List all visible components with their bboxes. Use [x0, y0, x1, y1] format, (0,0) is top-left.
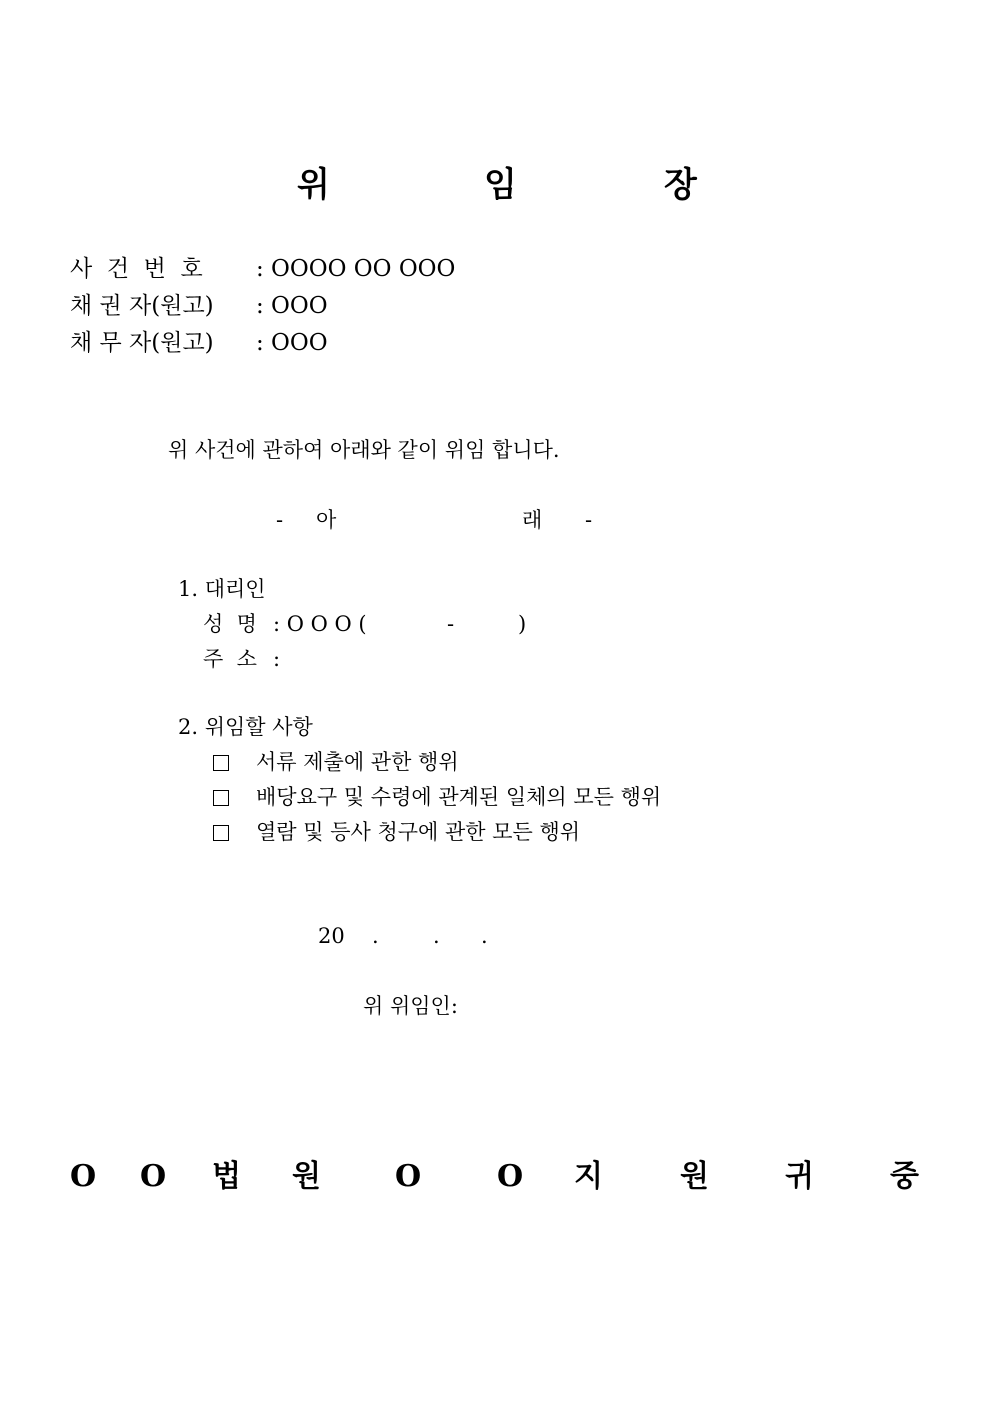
document-title-char-1: 위 [297, 165, 330, 205]
footer-char-2: O [140, 1159, 167, 1194]
section-header-dash-right: - [585, 508, 593, 532]
delegator-label: 위 위임인: [363, 994, 458, 1018]
document-title-char-2: 임 [484, 165, 517, 205]
footer-char-9: 귀 [785, 1159, 814, 1194]
debtor-row [70, 332, 328, 355]
section-header-left: 아 [316, 508, 337, 532]
footer-char-8: 원 [680, 1159, 709, 1194]
delegation-checkbox-1[interactable] [213, 755, 229, 771]
agent-address-value: : [273, 647, 281, 671]
delegation-item-3: 열람 및 등사 청구에 관한 모든 행위 [256, 820, 581, 844]
agent-heading: 1. 대리인 [178, 577, 266, 601]
section-header-dash-left: - [276, 508, 284, 532]
case-number-row [70, 258, 455, 281]
agent-name-label: 성 명 [203, 612, 257, 636]
footer-char-3: 법 [212, 1159, 241, 1194]
footer-char-1: O [70, 1159, 97, 1194]
delegation-checkbox-2[interactable] [213, 790, 229, 806]
footer-char-7: 지 [574, 1159, 603, 1194]
intro-sentence: 위 사건에 관하여 아래와 같이 위임 합니다. [168, 438, 560, 462]
creditor-value: : OOO [256, 293, 328, 319]
case-number-label: 사 건 번 호 [70, 256, 203, 282]
debtor-label: 채 무 자(원고) [70, 330, 214, 356]
footer-char-10: 중 [890, 1159, 919, 1194]
creditor-row [70, 295, 328, 318]
date-year: 20 [318, 924, 345, 948]
creditor-label: 채 권 자(원고) [70, 293, 214, 319]
delegation-checkbox-3[interactable] [213, 825, 229, 841]
agent-name-value: : O O O ( [273, 612, 367, 636]
date-sep-3: . [481, 924, 488, 948]
agent-id-close: ) [518, 612, 527, 636]
delegation-item-1: 서류 제출에 관한 행위 [256, 750, 459, 774]
debtor-value: : OOO [256, 330, 328, 356]
delegation-item-2: 배당요구 및 수령에 관계된 일체의 모든 행위 [256, 785, 662, 809]
footer-char-5: O [395, 1159, 422, 1194]
delegation-heading: 2. 위임할 사항 [178, 715, 313, 739]
document-title-char-3: 장 [664, 165, 697, 205]
case-number-value: : OOOO OO OOO [256, 256, 456, 282]
date-sep-1: . [372, 924, 379, 948]
footer-char-6: O [497, 1159, 524, 1194]
agent-id-dash: - [447, 612, 455, 636]
footer-char-4: 원 [292, 1159, 321, 1194]
agent-address-label: 주 소 [203, 647, 257, 671]
date-sep-2: . [433, 924, 440, 948]
section-header-right: 래 [522, 508, 543, 532]
